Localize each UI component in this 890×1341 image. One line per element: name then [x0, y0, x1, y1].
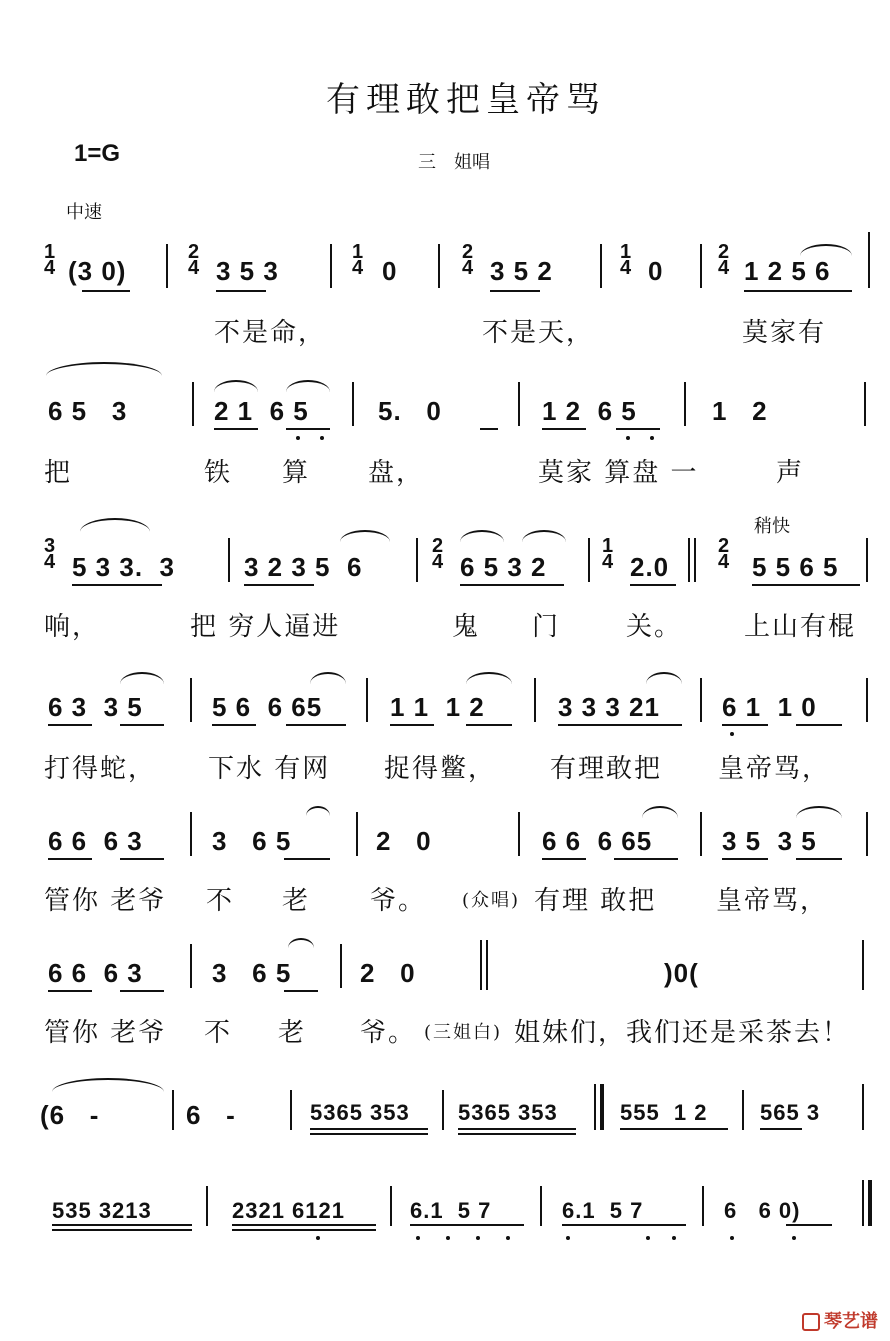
notes-segment: 1 1 1 2 [390, 692, 485, 722]
lyric: 不 [206, 886, 235, 916]
notes-segment: 6 6 6 65 [542, 826, 653, 856]
lyric: 有理敢把 [550, 754, 663, 784]
underline [52, 1229, 192, 1231]
notes-segment: (3 0) [68, 256, 127, 286]
lyric: 姐妹们，我们还是采茶去！ [514, 1018, 851, 1048]
underline [466, 724, 512, 726]
underline [722, 724, 768, 726]
barline [540, 1186, 542, 1226]
slur [46, 362, 162, 376]
slur [310, 672, 346, 684]
lyric: 有理 敢把 [534, 886, 657, 916]
time-sig: 1 4 [44, 241, 57, 279]
underline [286, 428, 330, 430]
lyric-annotation: (三姐白) [424, 1022, 503, 1043]
lyric: 铁 [204, 458, 233, 488]
barline [600, 1084, 604, 1130]
notes-segment: 0 [648, 256, 664, 286]
barline [866, 538, 868, 582]
barline [518, 812, 520, 856]
underline [620, 1128, 728, 1130]
barline [866, 678, 868, 722]
barline [862, 1084, 864, 1130]
time-sig: 1 4 [352, 241, 365, 279]
lyric: 莫家 算盘 一 [538, 458, 699, 488]
lyric: 下水 有网 [208, 754, 331, 784]
underline [48, 858, 92, 860]
octave-dot [646, 1236, 650, 1240]
barline [290, 1090, 292, 1130]
underline [752, 584, 860, 586]
octave-dot [476, 1236, 480, 1240]
slur [286, 380, 330, 392]
octave-dot [792, 1236, 796, 1240]
underline [390, 724, 434, 726]
lyric: 管你 老爷 [44, 1018, 167, 1048]
slur [52, 1078, 164, 1092]
underline [284, 990, 318, 992]
octave-dot [416, 1236, 420, 1240]
underline [48, 990, 92, 992]
barline [684, 382, 686, 426]
barline [438, 244, 440, 288]
underline [558, 724, 682, 726]
barline [190, 812, 192, 856]
barline [868, 232, 870, 288]
singer-credit: 三 姐唱 [418, 152, 490, 173]
barline [864, 382, 866, 426]
underline [244, 584, 314, 586]
underline [744, 290, 852, 292]
lyric: 捉得鳖， [384, 754, 497, 784]
underline [120, 858, 164, 860]
octave-dot [672, 1236, 676, 1240]
lyric: 莫家有 [742, 318, 827, 348]
notes-segment: 2 1 6 5 [214, 396, 309, 426]
underline [120, 990, 164, 992]
underline [214, 428, 258, 430]
barline [390, 1186, 392, 1226]
notes-segment: 6 1 1 0 [722, 692, 817, 722]
notes-segment: (6 - [40, 1100, 100, 1130]
tempo-marking: 中速 [66, 202, 102, 223]
underline [310, 1128, 428, 1130]
lyric: 把 穷人逼进 [190, 612, 341, 642]
notes-segment: 2 0 [360, 958, 416, 988]
octave-dot [316, 1236, 320, 1240]
underline [616, 428, 660, 430]
notes-segment: 535 3213 [52, 1198, 152, 1223]
lyric: 上山有棍 [744, 612, 857, 642]
lyric: 老 [278, 1018, 307, 1048]
underline [48, 724, 92, 726]
underline [460, 584, 564, 586]
lyric: 爷。 [370, 886, 427, 916]
underline [796, 858, 842, 860]
lyric: 把 [44, 458, 73, 488]
notes-segment: 3 5 2 [490, 256, 553, 286]
underline [458, 1128, 576, 1130]
lyric: 声 [776, 458, 805, 488]
barline [356, 812, 358, 856]
lyric: 响， [44, 612, 101, 642]
octave-dot [730, 732, 734, 736]
page-title: 有理敢把皇帝骂 [326, 80, 606, 120]
lyric: 门 [532, 612, 561, 642]
lyric: 算 [282, 458, 311, 488]
notes-segment: 6.1 5 7 [410, 1198, 492, 1223]
barline [352, 382, 354, 426]
slur [522, 530, 566, 542]
barline [228, 538, 230, 582]
time-sig: 3 4 [44, 535, 57, 573]
notes-segment: 6 - [186, 1100, 236, 1130]
octave-dot [320, 436, 324, 440]
key-signature: 1=G [74, 140, 121, 167]
barline [688, 538, 690, 582]
slur [288, 938, 314, 948]
underline [310, 1133, 428, 1135]
barline [702, 1186, 704, 1226]
logo-mark-icon [802, 1313, 820, 1331]
underline [216, 290, 266, 292]
barline [862, 1180, 864, 1226]
notes-segment: 565 3 [760, 1100, 821, 1125]
underline [410, 1224, 524, 1226]
barline [862, 940, 864, 990]
notes-segment: 0 [382, 256, 398, 286]
notes-segment: 6 6 6 3 [48, 958, 143, 988]
underline [480, 428, 498, 430]
underline [562, 1224, 686, 1226]
site-logo [802, 1307, 878, 1333]
underline [52, 1224, 192, 1226]
underline [614, 858, 678, 860]
underline [458, 1133, 576, 1135]
slur [340, 530, 390, 542]
time-sig: 2 4 [188, 241, 201, 279]
lyric: 老 [282, 886, 311, 916]
barline [190, 678, 192, 722]
underline [120, 724, 164, 726]
notes-segment: 5. 0 [378, 396, 442, 426]
lyric: 管你 老爷 [44, 886, 167, 916]
notes-segment: 3 6 5 [212, 826, 292, 856]
barline [700, 678, 702, 722]
barline [480, 940, 482, 990]
time-sig: 2 4 [718, 241, 731, 279]
notes-segment: 6 6 0) [724, 1198, 801, 1223]
octave-dot [296, 436, 300, 440]
barline [534, 678, 536, 722]
underline [490, 290, 540, 292]
notes-segment: 3 3 3 21 [558, 692, 660, 722]
notes-segment: 6.1 5 7 [562, 1198, 644, 1223]
time-sig: 1 4 [620, 241, 633, 279]
notes-segment: 1 2 5 6 [744, 256, 831, 286]
lyric: 不是命， [214, 318, 327, 348]
underline [72, 584, 162, 586]
underline [630, 584, 676, 586]
barline [588, 538, 590, 582]
slur [306, 806, 330, 816]
lyric: 皇帝骂， [718, 754, 831, 784]
notes-segment: 2 0 [376, 826, 432, 856]
octave-dot [446, 1236, 450, 1240]
notes-segment: 1 2 [712, 396, 768, 426]
lyric: 鬼 [452, 612, 481, 642]
octave-dot [506, 1236, 510, 1240]
underline [82, 290, 130, 292]
barline [340, 944, 342, 988]
logo-text: 琴艺谱 [824, 1311, 878, 1332]
lyric: 不 [204, 1018, 233, 1048]
notes-segment: 6 6 6 3 [48, 826, 143, 856]
underline [722, 858, 768, 860]
barline [486, 940, 488, 990]
lyric: 盘， [368, 458, 425, 488]
notes-segment: 2.0 [630, 552, 670, 582]
slur [800, 244, 852, 256]
notes-segment: 6 5 3 2 [460, 552, 547, 582]
barline [866, 812, 868, 856]
underline [212, 724, 256, 726]
notes-segment: 3 6 5 [212, 958, 292, 988]
underline [786, 1224, 832, 1226]
lyric: 皇帝骂， [716, 886, 829, 916]
notes-segment: 2321 6121 [232, 1198, 345, 1223]
barline [330, 244, 332, 288]
octave-dot [650, 436, 654, 440]
slur [214, 380, 258, 392]
slur [120, 672, 164, 684]
notes-segment: 555 1 2 [620, 1100, 708, 1125]
underline [760, 1128, 802, 1130]
slur [796, 806, 842, 818]
slur [80, 518, 150, 532]
slur [642, 806, 678, 818]
slur [466, 672, 512, 684]
notes-segment: 3 5 3 [216, 256, 279, 286]
barline [700, 812, 702, 856]
notes-segment: 5 6 6 65 [212, 692, 323, 722]
notes-segment: 5 5 6 5 [752, 552, 839, 582]
time-sig: 2 4 [462, 241, 475, 279]
octave-dot [730, 1236, 734, 1240]
tempo-marking: 稍快 [754, 516, 790, 537]
notes-segment: 5 3 3. 3 [72, 552, 175, 582]
barline [518, 382, 520, 426]
notes-segment: )0( [664, 958, 699, 988]
notes-segment: 5365 353 [458, 1100, 558, 1125]
barline [868, 1180, 872, 1226]
barline [166, 244, 168, 288]
barline [190, 944, 192, 988]
underline [542, 858, 586, 860]
lyric: 关。 [626, 612, 683, 642]
barline [206, 1186, 208, 1226]
underline [542, 428, 586, 430]
time-sig: 1 4 [602, 535, 615, 573]
lyric: 打得蛇， [44, 754, 157, 784]
barline [600, 244, 602, 288]
notes-segment: 1 2 6 5 [542, 396, 637, 426]
underline [232, 1229, 376, 1231]
octave-dot [626, 436, 630, 440]
octave-dot [566, 1236, 570, 1240]
notes-segment: 5365 353 [310, 1100, 410, 1125]
notes-segment: 3 2 3 5 6 [244, 552, 363, 582]
time-sig: 2 4 [718, 535, 731, 573]
underline [232, 1224, 376, 1226]
notes-segment: 6 3 3 5 [48, 692, 143, 722]
slur [460, 530, 504, 542]
notes-segment: 3 5 3 5 [722, 826, 817, 856]
lyric-annotation: (众唱) [462, 890, 521, 911]
barline [742, 1090, 744, 1130]
notes-segment: 6 5 3 [48, 396, 128, 426]
underline [796, 724, 842, 726]
underline [286, 724, 346, 726]
slur [646, 672, 682, 684]
barline [694, 538, 696, 582]
lyric: 爷。 [360, 1018, 417, 1048]
barline [366, 678, 368, 722]
barline [172, 1090, 174, 1130]
barline [416, 538, 418, 582]
lyric: 不是天， [482, 318, 595, 348]
barline [192, 382, 194, 426]
barline [442, 1090, 444, 1130]
barline [700, 244, 702, 288]
barline [594, 1084, 596, 1130]
time-sig: 2 4 [432, 535, 445, 573]
underline [284, 858, 330, 860]
